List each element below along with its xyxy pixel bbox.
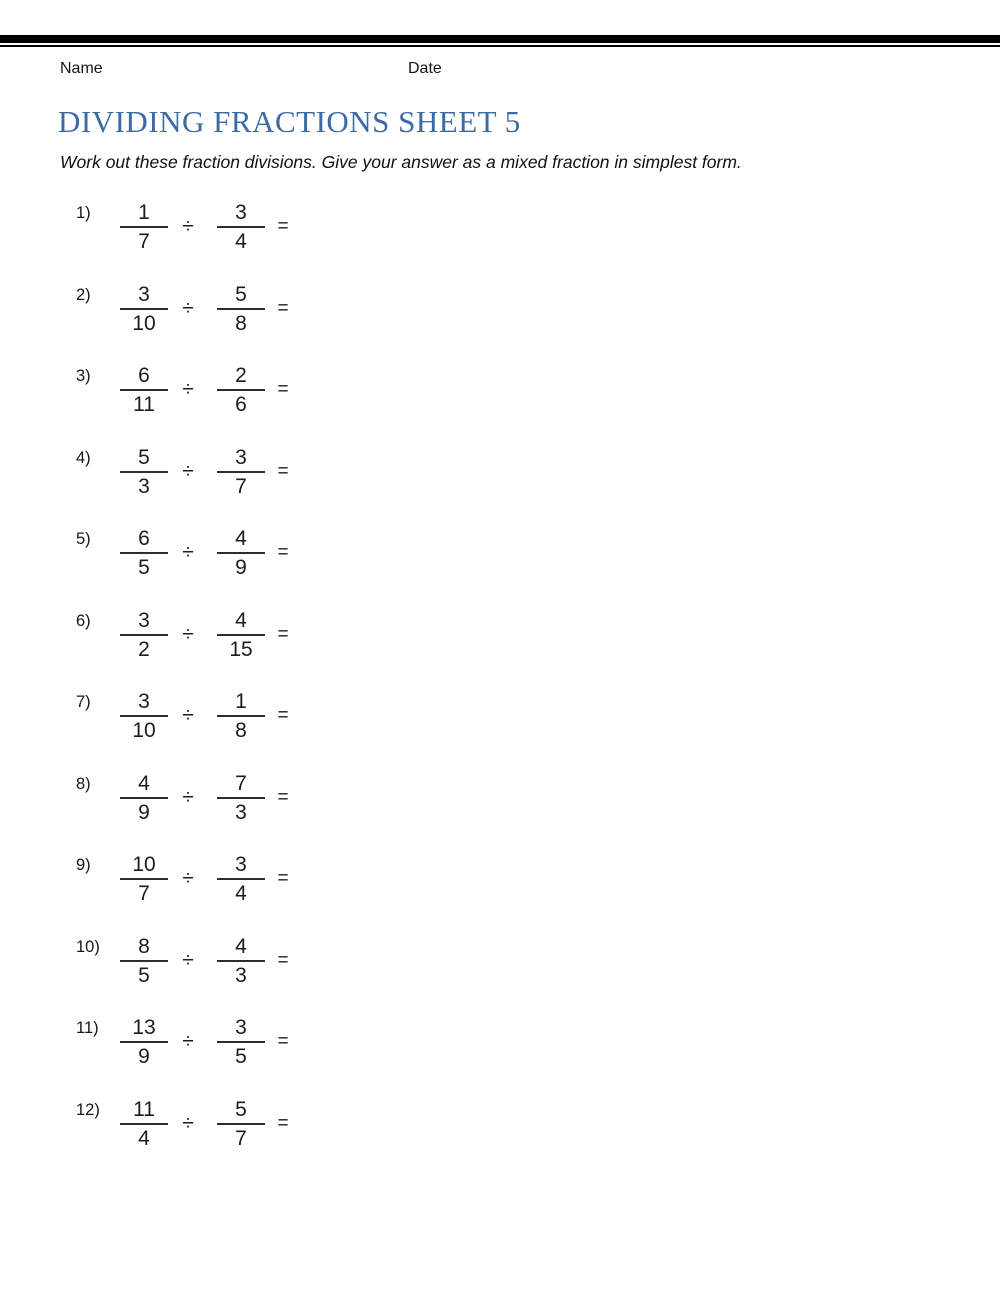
divisor-fraction (217, 1096, 265, 1152)
dividend-numerator: 1 (138, 201, 150, 224)
divisor-fraction (217, 525, 265, 581)
problem-row (0, 768, 1000, 850)
division-operator: ÷ (182, 459, 194, 483)
problem-number-label: 7) (76, 693, 91, 711)
division-operator: ÷ (182, 1111, 194, 1135)
problem-row (0, 279, 1000, 361)
problem-row (0, 849, 1000, 931)
problem-row (0, 686, 1000, 768)
equals-sign: = (277, 297, 289, 319)
dividend-fraction (120, 444, 168, 500)
problem-row (0, 605, 1000, 687)
divisor-fraction (217, 1014, 265, 1070)
dividend-numerator: 3 (138, 608, 150, 632)
dividend-numerator: 6 (138, 527, 150, 550)
dividend-denominator: 4 (138, 1126, 150, 1150)
name-field-label: Name (60, 60, 103, 77)
equals-sign: = (277, 949, 289, 971)
dividend-denominator: 11 (133, 393, 155, 416)
dividend-fraction (120, 199, 168, 255)
problem-row (0, 442, 1000, 524)
division-operator: ÷ (182, 622, 194, 646)
dividend-denominator: 7 (138, 882, 150, 905)
divisor-denominator: 9 (235, 556, 247, 579)
problem-row (0, 523, 1000, 605)
problem-number-label: 3) (76, 367, 91, 385)
dividend-numerator: 5 (138, 445, 150, 469)
dividend-fraction (120, 770, 168, 826)
dividend-denominator: 7 (138, 230, 150, 253)
dividend-fraction (120, 688, 168, 744)
problem-row (0, 931, 1000, 1013)
divisor-denominator: 4 (235, 882, 247, 905)
problem-number-label: 2) (76, 285, 91, 304)
dividend-fraction (120, 281, 168, 337)
dividend-numerator: 3 (138, 282, 150, 306)
divisor-denominator: 15 (229, 637, 253, 661)
dividend-fraction (120, 1096, 168, 1152)
divisor-numerator: 1 (235, 690, 247, 713)
equals-sign: = (277, 705, 289, 726)
problem-number-label: 6) (76, 611, 91, 630)
dividend-numerator: 4 (138, 771, 150, 795)
equals-sign: = (277, 460, 289, 482)
dividend-denominator: 10 (132, 311, 156, 335)
problem-row (0, 360, 1000, 442)
divisor-numerator: 4 (235, 934, 247, 958)
divisor-denominator: 8 (235, 719, 247, 742)
division-operator: ÷ (182, 948, 194, 972)
page-title: DIVIDING FRACTIONS SHEET 5 (58, 104, 521, 139)
problem-number-label: 12) (76, 1100, 100, 1119)
dividend-numerator: 11 (133, 1097, 155, 1121)
problems-list (0, 197, 1000, 1175)
dividend-numerator: 10 (132, 853, 156, 876)
division-operator: ÷ (182, 867, 194, 890)
dividend-fraction (120, 362, 168, 418)
equals-sign: = (277, 868, 289, 889)
divisor-fraction (217, 607, 265, 663)
divisor-denominator: 5 (235, 1045, 247, 1068)
divisor-numerator: 5 (235, 282, 247, 306)
divisor-numerator: 7 (235, 771, 247, 795)
dividend-numerator: 3 (138, 690, 150, 713)
divisor-fraction (217, 444, 265, 500)
problem-number-label: 11) (76, 1019, 99, 1037)
dividend-denominator: 2 (138, 637, 150, 661)
dividend-denominator: 5 (138, 963, 150, 987)
problem-row (0, 1094, 1000, 1176)
divisor-fraction (217, 362, 265, 418)
divisor-denominator: 3 (235, 963, 247, 987)
divisor-denominator: 7 (235, 1126, 247, 1150)
divisor-denominator: 6 (235, 393, 247, 416)
problem-number-label: 8) (76, 774, 91, 793)
divisor-fraction (217, 933, 265, 989)
equals-sign: = (277, 1112, 289, 1134)
divisor-denominator: 7 (235, 474, 247, 498)
top-rule-thick (0, 35, 1000, 43)
dividend-denominator: 10 (132, 719, 156, 742)
divisor-numerator: 3 (235, 853, 247, 876)
division-operator: ÷ (182, 785, 194, 809)
divisor-numerator: 3 (235, 445, 247, 469)
divisor-numerator: 2 (235, 364, 247, 387)
dividend-fraction (120, 933, 168, 989)
dividend-fraction (120, 851, 168, 907)
divisor-denominator: 8 (235, 311, 247, 335)
divisor-numerator: 5 (235, 1097, 247, 1121)
problem-row (0, 197, 1000, 279)
problem-row (0, 1012, 1000, 1094)
top-rule-thin (0, 45, 1000, 47)
dividend-denominator: 9 (138, 1045, 150, 1068)
dividend-fraction (120, 525, 168, 581)
dividend-numerator: 6 (138, 364, 150, 387)
dividend-fraction (120, 1014, 168, 1070)
dividend-numerator: 8 (138, 934, 150, 958)
divisor-fraction (217, 199, 265, 255)
problem-number-label: 5) (76, 530, 91, 548)
equals-sign: = (277, 786, 289, 808)
divisor-fraction (217, 851, 265, 907)
division-operator: ÷ (182, 704, 194, 727)
division-operator: ÷ (182, 296, 194, 320)
division-operator: ÷ (182, 215, 194, 238)
division-operator: ÷ (182, 378, 194, 401)
dividend-denominator: 5 (138, 556, 150, 579)
problem-number-label: 9) (76, 856, 91, 874)
dividend-fraction (120, 607, 168, 663)
date-field-label: Date (408, 60, 442, 77)
divisor-numerator: 3 (235, 201, 247, 224)
dividend-denominator: 9 (138, 800, 150, 824)
problem-number-label: 1) (76, 204, 91, 222)
divisor-denominator: 3 (235, 800, 247, 824)
divisor-denominator: 4 (235, 230, 247, 253)
equals-sign: = (277, 216, 289, 237)
equals-sign: = (277, 379, 289, 400)
divisor-fraction (217, 281, 265, 337)
equals-sign: = (277, 1031, 289, 1052)
divisor-fraction (217, 770, 265, 826)
dividend-denominator: 3 (138, 474, 150, 498)
equals-sign: = (277, 542, 289, 563)
division-operator: ÷ (182, 1030, 194, 1053)
division-operator: ÷ (182, 541, 194, 564)
equals-sign: = (277, 623, 289, 645)
divisor-numerator: 3 (235, 1016, 247, 1039)
problem-number-label: 10) (76, 937, 100, 956)
dividend-numerator: 13 (132, 1016, 156, 1039)
divisor-numerator: 4 (235, 608, 247, 632)
divisor-numerator: 4 (235, 527, 247, 550)
divisor-fraction (217, 688, 265, 744)
instructions-text: Work out these fraction divisions. Give your answer as a mixed fraction in simplest form. (60, 152, 742, 172)
problem-number-label: 4) (76, 448, 91, 467)
